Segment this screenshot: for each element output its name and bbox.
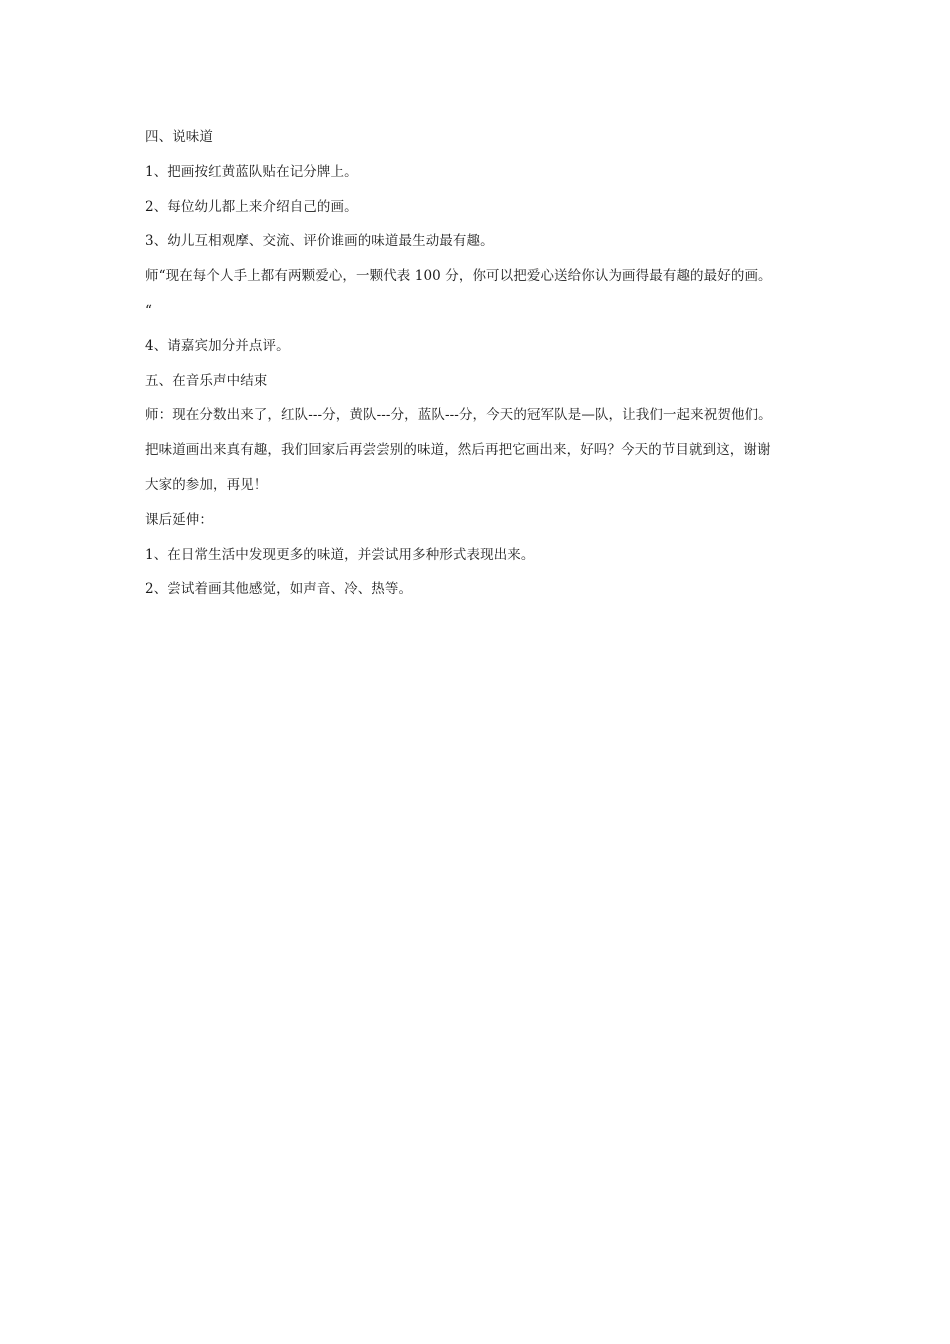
closing-line-1: 把味道画出来真有趣，我们回家后再尝尝别的味道，然后再把它画出来，好吗？今天的节目就到这，谢谢 <box>145 442 771 459</box>
extension-heading: 课后延伸： <box>145 511 213 528</box>
teacher-quote-line-2: 师：现在分数出来了，红队---分，黄队---分，蓝队---分，今天的冠军队是—队，让我们一起来祝贺他们。 <box>145 407 772 424</box>
step-item-4: 4、请嘉宾加分并点评。 <box>145 337 290 354</box>
extension-item-2: 2、尝试着画其他感觉，如声音、冷、热等。 <box>145 581 413 598</box>
step-item-3: 3、幼儿互相观摩、交流、评价谁画的味道最生动最有趣。 <box>145 233 494 250</box>
teacher-quote-closing-mark: “ <box>145 302 153 319</box>
extension-item-1: 1、在日常生活中发现更多的味道，并尝试用多种形式表现出来。 <box>145 546 535 563</box>
teacher-quote-line-1: 师“现在每个人手上都有两颗爱心，一颗代表 100 分，你可以把爱心送给你认为画得最有趣的最好的画。 <box>145 268 772 285</box>
section-heading-ending: 五、在音乐声中结束 <box>145 372 268 389</box>
step-item-2: 2、每位幼儿都上来介绍自己的画。 <box>145 198 358 215</box>
closing-line-2: 大家的参加，再见！ <box>145 476 268 493</box>
section-heading-say-taste: 四、说味道 <box>145 129 213 145</box>
step-item-1: 1、把画按红黄蓝队贴在记分牌上。 <box>145 163 358 180</box>
document-body <box>145 124 815 611</box>
